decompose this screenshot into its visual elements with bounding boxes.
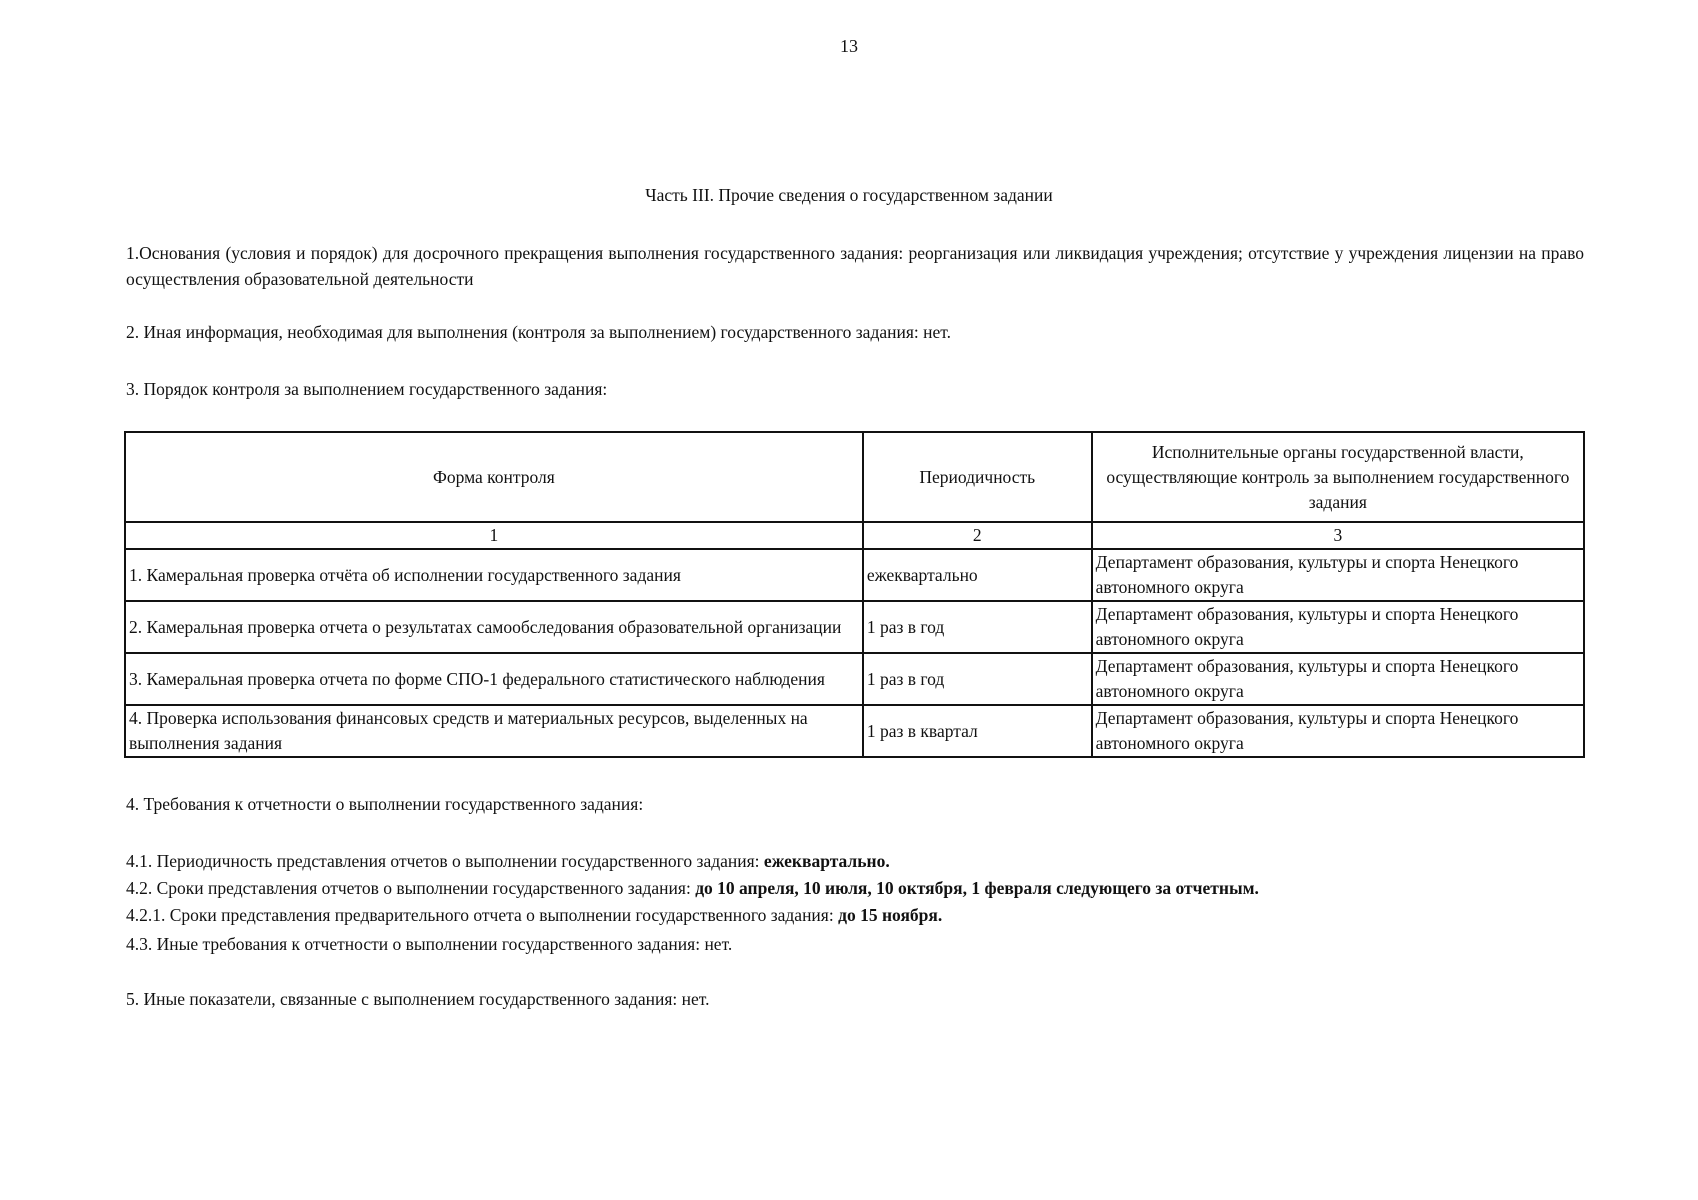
control-form-cell: 4. Проверка использования финансовых средств и материальных ресурсов, выделенных на выполнения задания [125,705,863,757]
requirement-value: до 10 апреля, 10 июля, 10 октября, 1 февраля следующего за отчетным. [695,878,1259,898]
table-row [125,601,1584,653]
column-number: 2 [863,522,1092,549]
page-number: 13 [840,36,858,56]
column-number-row [125,522,1584,549]
authority-cell: Департамент образования, культуры и спорта Ненецкого автономного округа [1092,653,1584,705]
control-form-cell: 3. Камеральная проверка отчета по форме СПО-1 федерального статистического наблюдения [125,653,863,705]
header-periodicity: Периодичность [863,432,1092,522]
control-procedure-heading: 3. Порядок контроля за выполнением государственного задания: [126,379,608,399]
periodicity-cell: 1 раз в год [863,653,1092,705]
requirement-4-2 [126,877,1584,901]
requirement-4-1 [126,850,1584,874]
control-form-cell: 2. Камеральная проверка отчета о результатах самообследования образовательной организации [125,601,863,653]
control-form-cell: 1. Камеральная проверка отчёта об исполнении государственного задания [125,549,863,601]
other-info-paragraph: 2. Иная информация, необходимая для выполнения (контроля за выполнением) государственного задания: нет. [126,322,951,342]
authority-cell: Департамент образования, культуры и спорта Ненецкого автономного округа [1092,705,1584,757]
requirement-value: до 15 ноября. [838,905,943,925]
header-control-form: Форма контроля [125,432,863,522]
requirement-label: 4.1. Периодичность представления отчетов о выполнении государственного задания: [126,851,764,871]
control-table [124,431,1585,758]
grounds-paragraph: 1.Основания (условия и порядок) для досрочного прекращения выполнения государственного задания: реорганизация или ликвидация учреждения; отсутствие у учреждения лицензии на право осуществления образовательной деятельности [126,243,1584,289]
column-number: 1 [125,522,863,549]
header-authorities: Исполнительные органы государственной власти, осуществляющие контроль за выполнением государственного задания [1092,432,1584,522]
requirement-4-2-1 [126,904,1584,928]
table-row [125,705,1584,757]
other-indicators-paragraph: 5. Иные показатели, связанные с выполнением государственного задания: нет. [126,989,710,1009]
reporting-requirements-heading: 4. Требования к отчетности о выполнении государственного задания: [126,794,644,814]
periodicity-cell: 1 раз в квартал [863,705,1092,757]
requirement-label: 4.2.1. Сроки представления предварительного отчета о выполнении государственного задания: [126,905,839,925]
periodicity-cell: 1 раз в год [863,601,1092,653]
requirement-4-3: 4.3. Иные требования к отчетности о выполнении государственного задания: нет. [126,934,733,954]
table-row [125,653,1584,705]
requirement-label: 4.2. Сроки представления отчетов о выполнении государственного задания: [126,878,696,898]
table-header-row [125,432,1584,522]
table-row [125,549,1584,601]
requirement-value: ежеквартально. [763,851,890,871]
authority-cell: Департамент образования, культуры и спорта Ненецкого автономного округа [1092,601,1584,653]
periodicity-cell: ежеквартально [863,549,1092,601]
part-title: Часть III. Прочие сведения о государственном задании [645,185,1053,205]
authority-cell: Департамент образования, культуры и спорта Ненецкого автономного округа [1092,549,1584,601]
column-number: 3 [1092,522,1584,549]
